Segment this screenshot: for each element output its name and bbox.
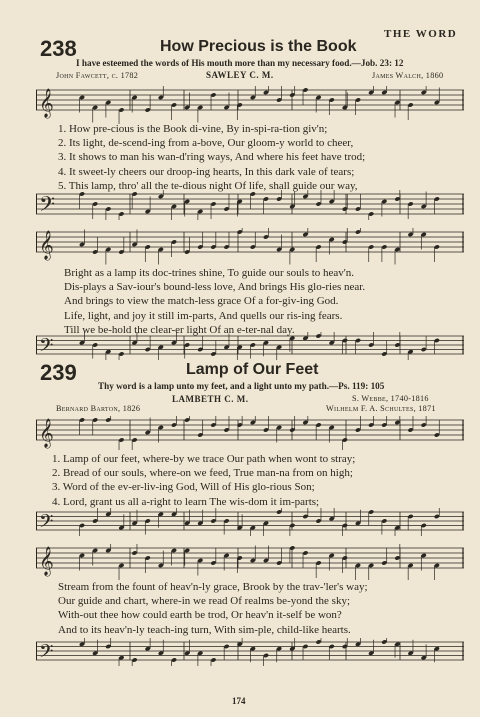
staff-lines — [36, 508, 464, 536]
music-staff-treble — [36, 544, 464, 580]
staff-lines — [36, 86, 464, 124]
music-staff-treble — [36, 416, 464, 450]
music-staff-bass — [36, 190, 464, 220]
hymn-title: How Precious is the Book — [160, 38, 357, 55]
hymn-tune: SAWLEY C. M. — [206, 70, 274, 80]
hymn-number: 239 — [40, 360, 77, 385]
svg-text:𝄞: 𝄞 — [39, 230, 54, 259]
hymn-author: Bernard Barton, 1826 — [56, 404, 141, 413]
hymn-title: Lamp of Our Feet — [186, 361, 319, 378]
staff-lines — [36, 228, 464, 266]
verse-line: 2. Its light, de-scend-ing from a-bove, Our gloom-y world to cheer, — [58, 137, 354, 150]
page-number: 174 — [232, 696, 246, 706]
verse-line: With-out thee how could earth be trod, Or heav'n it-self be won? — [58, 609, 342, 622]
verse-line: Stream from the fount of heav'n-ly grace, Brook by the trav-'ler's way; — [58, 581, 368, 593]
verse-line: 1. Lamp of our feet, where-by we trace Our path when wont to stray; — [52, 453, 356, 465]
verse-line: 4. It sweet-ly cheers our droop-ing hearts, In this dark vale of tears; — [58, 165, 355, 178]
verse-block-1 — [58, 122, 365, 193]
hymn-tune: LAMBETH C. M. — [172, 394, 249, 404]
staff-lines — [36, 544, 464, 580]
music-staff-bass — [36, 508, 464, 536]
verse-line: 1. How pre-cious is the Book di-vine, By in-spi-ra-tion giv'n; — [58, 123, 328, 135]
hymn-epigraph: Thy word is a lamp unto my feet, and a light unto my path.—Ps. 119: 105 — [98, 381, 385, 391]
verse-block-4 — [58, 580, 368, 637]
verse-line: Life, light, and joy it still im-parts, And quells our ris-ing fears. — [64, 309, 343, 322]
music-staff-bass — [36, 332, 464, 360]
verse-line: Our guide and chart, where-in we read Of realms be-yond the sky; — [58, 595, 351, 608]
hymn-author: John Fawcett, c. 1782 — [56, 71, 139, 80]
verse-line: Till we be-hold the clear-er light Of an e-ter-nal day. — [64, 323, 295, 336]
section-heading: THE WORD — [384, 28, 458, 40]
svg-text:𝄢: 𝄢 — [39, 641, 54, 666]
verse-block-2 — [64, 266, 365, 337]
svg-text:𝄢: 𝄢 — [39, 511, 54, 536]
svg-text:𝄢: 𝄢 — [39, 192, 56, 220]
verse-line: Bright as a lamp its doc-trines shine, To guide our souls to heav'n. — [64, 267, 355, 279]
staff-lines — [36, 638, 464, 666]
hymn-number: 238 — [40, 36, 77, 61]
staff-lines — [36, 190, 464, 220]
verse-line: 2. Bread of our souls, where-on we feed, True man-na from on high; — [52, 467, 353, 480]
hymn-composer: Wilhelm F. A. Schultes, 1871 — [326, 404, 436, 413]
svg-text:𝄞: 𝄞 — [39, 88, 54, 117]
verse-line: 4. Lord, grant us all a-right to learn The wis-dom it im-parts; — [52, 495, 320, 508]
hymn-composer: James Walch, 1860 — [372, 71, 444, 80]
hymn-composer-note: S. Webbe, 1740-1816 — [352, 394, 429, 403]
verse-line: And brings to view the match-less grace Of a for-giv-ing God. — [64, 295, 339, 308]
music-staff-bass — [36, 638, 464, 666]
verse-line: And to its heav'n-ly teach-ing turn, With sim-ple, child-like hearts. — [58, 623, 351, 636]
verse-line: Dis-plays a Sav-iour's bound-less love, And brings His glo-ries near. — [64, 281, 366, 294]
svg-text:𝄢: 𝄢 — [39, 335, 54, 360]
verse-line: 5. This lamp, thro' all the te-dious night Of life, shall guide our way, — [58, 179, 358, 192]
verse-line: 3. Word of the ev-er-liv-ing God, Will of His glo-rious Son; — [52, 481, 315, 494]
verse-line: 3. It shows to man his wan-d'ring ways, And where his feet have trod; — [58, 151, 366, 164]
music-staff-treble — [36, 86, 464, 124]
svg-text:𝄞: 𝄞 — [39, 546, 54, 575]
music-staff-treble — [36, 228, 464, 266]
hymn-epigraph: I have esteemed the words of His mouth more than my necessary food.—Job. 23: 12 — [76, 58, 404, 68]
verse-block-3 — [52, 452, 355, 509]
staff-lines — [36, 332, 464, 360]
staff-lines — [36, 416, 464, 450]
svg-text:𝄞: 𝄞 — [39, 418, 54, 447]
